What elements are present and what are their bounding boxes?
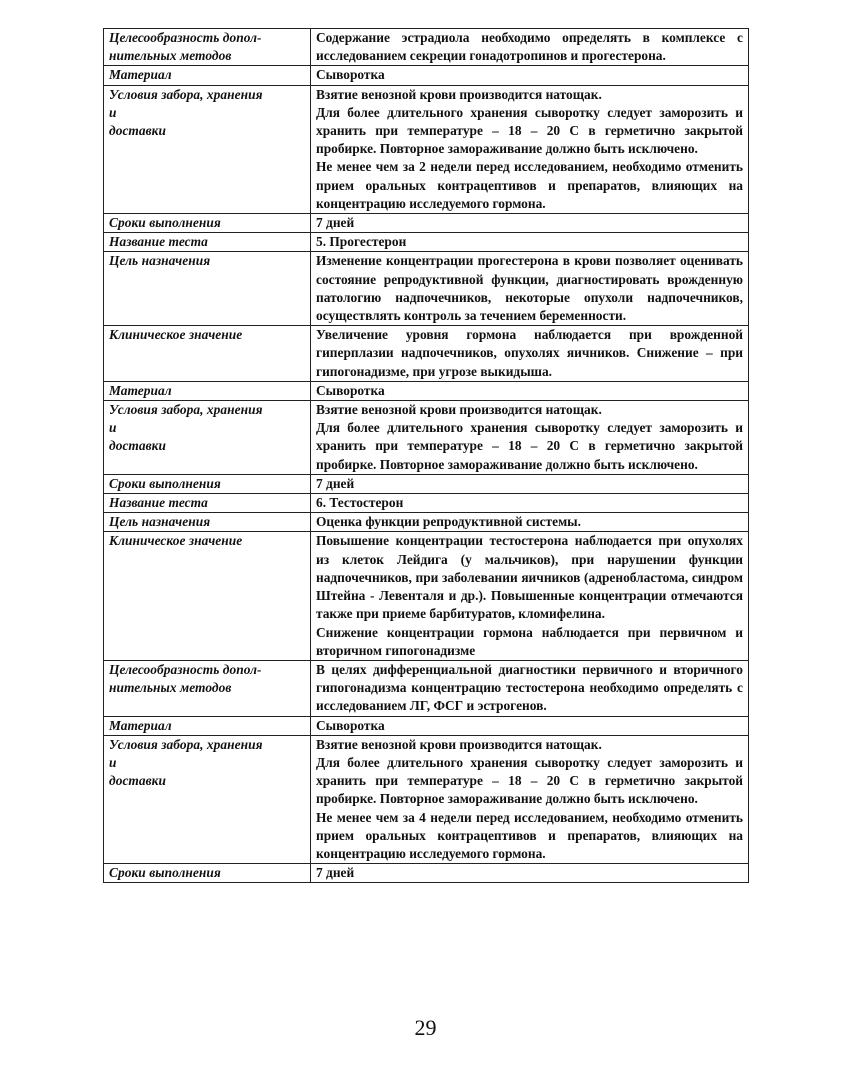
row-label: Материал [104,66,311,85]
row-value [311,716,749,735]
row-value-paragraph: Для более длительного хранения сыворотку следует заморозить и хранить при температуре – 18 – 20 С в герметично закрытой пробирке. Повторное замораживание должно быть исключено. [316,754,743,807]
document-table [103,28,749,883]
table-row [104,494,749,513]
row-value-paragraph: Оценка функции репродуктивной системы. [316,514,581,530]
row-value-paragraph: Не менее чем за 2 недели перед исследованием, необходимо отменить прием оральных контрацептивов и препаратов, влияющих на концентрацию исследуемого гормона. [316,159,743,211]
row-label-line: и [109,420,117,436]
table-body [104,29,749,883]
row-label-line: Целесообразность допол- [109,30,262,45]
row-value-paragraph: 7 дней [316,865,355,881]
row-value [311,66,749,85]
row-value-paragraph: В целях дифференциальной диагностики первичного и вторичного гипогонадизма концентрацию тестостерона необходимо определять с исследованием ЛГ, ФСГ и эстрогенов. [316,661,743,714]
row-label: Материал [104,716,311,735]
table-row [104,85,749,213]
row-label-line: нительных методов [109,48,232,64]
row-label-line: доставки [109,123,167,139]
row-value-paragraph: Снижение концентрации гормона наблюдается при первичном и вторичном гипогонадизме [316,624,743,658]
row-value-paragraph: Изменение концентрации прогестерона в крови позволяет оценивать состояние репродуктивной функции, диагностировать врожденную патологию надпочечников, некоторые опухоли надпочечников, осуществлять контроль за течением беременности. [316,253,743,324]
table-row [104,29,749,66]
row-label [104,735,311,863]
table-row [104,214,749,233]
row-value-paragraph: Сыворотка [316,67,385,83]
row-label: Цель назначения [104,513,311,532]
table-row [104,532,749,660]
row-label: Сроки выполнения [104,474,311,493]
row-value-paragraph: 6. Тестостерон [316,495,404,511]
row-value-paragraph: Не менее чем за 4 недели перед исследованием, необходимо отменить прием оральных контрацептивов и препаратов, влияющих на концентрацию исследуемого гормона. [316,809,743,861]
row-label [104,660,311,716]
row-label: Клиническое значение [104,532,311,660]
row-label-line: и [109,104,117,120]
table-row [104,233,749,252]
row-label: Сроки выполнения [104,864,311,883]
row-label-line: нительных методов [109,680,232,696]
row-value [311,401,749,475]
row-value [311,85,749,213]
row-value-paragraph: 7 дней [316,215,355,231]
row-label [104,29,311,66]
row-label-line: Целесообразность допол- [109,661,262,677]
row-value-paragraph: Сыворотка [316,382,385,398]
row-label-line: Условия забора, хранения [109,86,263,102]
table-row [104,66,749,85]
row-value-paragraph: 7 дней [316,475,355,491]
row-value [311,233,749,252]
row-value [311,214,749,233]
row-value-paragraph: Содержание эстрадиола необходимо определять в комплексе с исследованием секреции гонадотропинов и прогестерона. [316,30,743,64]
row-label-line: Условия забора, хранения [109,736,263,752]
row-value-paragraph: Взятие венозной крови производится натощак. [316,402,602,418]
row-value [311,381,749,400]
row-label: Название теста [104,494,311,513]
row-label: Цель назначения [104,252,311,326]
table-row [104,326,749,382]
row-value [311,735,749,863]
row-value [311,494,749,513]
table-row [104,735,749,863]
row-label: Клиническое значение [104,326,311,382]
table-row [104,474,749,493]
row-value [311,326,749,382]
row-label: Материал [104,381,311,400]
row-value-paragraph: Взятие венозной крови производится натощак. [316,86,602,102]
row-value [311,252,749,326]
row-value [311,532,749,660]
table-row [104,513,749,532]
row-label-line: Условия забора, хранения [109,402,263,418]
page-number: 29 [414,1015,437,1040]
table-row [104,401,749,475]
row-label: Сроки выполнения [104,214,311,233]
row-label-line: доставки [109,773,167,789]
row-label-line: и [109,754,117,770]
table-row [104,716,749,735]
row-value [311,513,749,532]
row-value [311,864,749,883]
row-value-paragraph: 5. Прогестерон [316,234,407,250]
row-value [311,660,749,716]
row-value-paragraph: Для более длительного хранения сыворотку следует заморозить и хранить при температуре – 18 – 20 С в герметично закрытой пробирке. Повторное замораживание должно быть исключено. [316,104,743,157]
row-value-paragraph: Повышение концентрации тестостерона наблюдается при опухолях из клеток Лейдига (у мальчиков), при нарушении функции надпочечников, при заболевании яичников (адренобластома, синдром Штейна - Левенталя и др.). Повышенные концентрации отмечаются также при приеме барбитуратов, кломифелина. [316,533,743,622]
row-label [104,401,311,475]
row-value [311,29,749,66]
row-label: Название теста [104,233,311,252]
row-value [311,474,749,493]
table-row [104,252,749,326]
row-value-paragraph: Сыворотка [316,717,385,733]
table-row [104,864,749,883]
table-row [104,660,749,716]
row-value-paragraph: Увеличение уровня гормона наблюдается при врожденной гиперплазии надпочечников, опухолях яичников. Снижение – при гипогонадизме, при угрозе выкидыша. [316,327,743,379]
table-row [104,381,749,400]
row-label [104,85,311,213]
row-label-line: доставки [109,438,167,454]
row-value-paragraph: Взятие венозной крови производится натощак. [316,736,602,752]
row-value-paragraph: Для более длительного хранения сыворотку следует заморозить и хранить при температуре – 18 – 20 С в герметично закрытой пробирке. Повторное замораживание должно быть исключено. [316,420,743,472]
